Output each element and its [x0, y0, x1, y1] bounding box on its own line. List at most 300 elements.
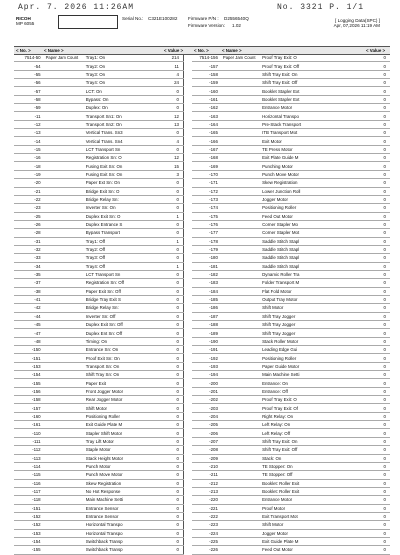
counter-number: -153 [14, 362, 45, 370]
counter-group [45, 95, 85, 103]
counter-number: -34 [14, 262, 45, 270]
counter-value: 13 [152, 120, 183, 128]
counter-number: -170 [192, 170, 222, 178]
table-row [14, 145, 184, 153]
counter-number: -166 [192, 137, 222, 145]
counter-group [222, 204, 261, 212]
counter-value: 214 [152, 54, 183, 62]
table-row [14, 487, 184, 495]
counter-number: -12 [14, 120, 45, 128]
table-row [192, 537, 390, 545]
counter-group [222, 229, 261, 237]
counter-name: Right Relay: On [261, 412, 360, 420]
counter-group [222, 496, 261, 504]
counter-value: 0 [152, 279, 183, 287]
counter-number: -191 [192, 346, 222, 354]
counter-value: 0 [152, 371, 183, 379]
counter-value: 0 [152, 220, 183, 228]
counter-name: Shift Motor [261, 304, 360, 312]
counter-number: -209 [192, 454, 222, 462]
counter-name: Front Jogger Motor [85, 387, 153, 395]
counter-group [222, 279, 261, 287]
counter-name: Transport Sn2: On [85, 120, 153, 128]
counter-name: Entrance: Off [261, 387, 360, 395]
table-row [192, 529, 390, 537]
counter-value: 0 [152, 254, 183, 262]
counter-number: -151 [14, 354, 45, 362]
table-row [14, 95, 184, 103]
counter-number: -155 [14, 379, 45, 387]
counter-number: -150 [14, 346, 45, 354]
counter-value: 0 [152, 529, 183, 537]
counter-name: Proof Motor [261, 504, 360, 512]
counter-group [222, 471, 261, 479]
counter-number: -171 [192, 179, 222, 187]
counter-group [45, 546, 85, 554]
counter-number: -182 [192, 270, 222, 278]
table-row [14, 220, 184, 228]
counter-group [45, 437, 85, 445]
counter-group [45, 429, 85, 437]
table-row [192, 504, 390, 512]
counter-value: 0 [152, 454, 183, 462]
table-row [14, 471, 184, 479]
counter-group [222, 354, 261, 362]
counter-name: Output Tray Motor [261, 295, 360, 303]
counter-group: Paper Jam Count [45, 54, 85, 62]
counter-value: 3 [152, 170, 183, 178]
counter-name: Bridge Tray Exit S [85, 295, 153, 303]
counter-group [45, 245, 85, 253]
counter-group [45, 529, 85, 537]
counter-name: TE Stopper: Off [261, 471, 360, 479]
counter-value: 0 [152, 429, 183, 437]
counter-name: Duplex Entrance S [85, 220, 153, 228]
counter-group [45, 321, 85, 329]
counter-value: 0 [152, 496, 183, 504]
table-row [192, 546, 390, 554]
counter-name: Duplex Exit Sn: Off [85, 321, 153, 329]
counter-number: -225 [192, 537, 222, 545]
counter-number: -116 [14, 479, 45, 487]
counter-value: 0 [360, 237, 390, 245]
counter-value: 0 [152, 471, 183, 479]
table-row [192, 337, 390, 345]
counter-number: -22 [14, 195, 45, 203]
table-row [192, 270, 390, 278]
counter-group [45, 70, 85, 78]
table-row [14, 371, 184, 379]
counter-group [222, 312, 261, 320]
serial-number: C321E100282 [148, 16, 178, 21]
counter-number: -160 [14, 412, 45, 420]
counter-number: -115 [14, 471, 45, 479]
counter-name: Tray Lift Motor [85, 437, 153, 445]
table-row [14, 179, 184, 187]
counter-name: Shift Tray Exit: Off [261, 446, 360, 454]
counter-group [45, 229, 85, 237]
counter-name: Positioning Roller [261, 204, 360, 212]
counter-name: Paper Guide Motor [261, 362, 360, 370]
table-row [14, 270, 184, 278]
table-row [192, 487, 390, 495]
counter-group [45, 487, 85, 495]
counter-name: Stack Height Motor [85, 454, 153, 462]
counter-group [45, 454, 85, 462]
counter-name: Registration Sn: Off [85, 279, 153, 287]
table-row [192, 212, 390, 220]
counter-name: Positioning Roller [261, 354, 360, 362]
counter-group [45, 346, 85, 354]
table-row [14, 104, 184, 112]
counter-number: -175 [192, 212, 222, 220]
counter-value: 0 [360, 429, 390, 437]
counter-name: Bridge Relay Sn: [85, 304, 153, 312]
counter-group [45, 312, 85, 320]
counter-group [222, 195, 261, 203]
counter-number: -176 [192, 220, 222, 228]
col-no-right: < No. > [194, 48, 209, 53]
counter-name: Inverter Sn: On [85, 204, 153, 212]
counter-value: 0 [152, 229, 183, 237]
counter-name: TE Press Motor [261, 145, 360, 153]
table-row [192, 54, 390, 62]
counter-name: Leading Edge Gui [261, 346, 360, 354]
table-row [14, 537, 184, 545]
counter-value: 1 [152, 212, 183, 220]
counter-name: Rear Jogger Motor [85, 396, 153, 404]
counter-group [45, 362, 85, 370]
table-row [14, 512, 184, 520]
counter-group [45, 237, 85, 245]
counter-value: 0 [360, 329, 390, 337]
table-row [192, 412, 390, 420]
counter-number: -207 [192, 437, 222, 445]
counter-number: -194 [192, 371, 222, 379]
counter-value: 0 [360, 79, 390, 87]
table-row [192, 187, 390, 195]
table-row [14, 229, 184, 237]
counter-number: -192 [192, 354, 222, 362]
table-row [192, 462, 390, 470]
counter-name: Vertical Trans. Sn3 [85, 129, 153, 137]
counter-number: -193 [192, 362, 222, 370]
counter-number: -54 [14, 62, 45, 70]
counter-group [45, 212, 85, 220]
counter-number: -165 [192, 129, 222, 137]
col-name-right: < Name > [222, 48, 242, 53]
table-row [14, 204, 184, 212]
table-row [192, 279, 390, 287]
counter-name: Dynamic Roller Tra [261, 270, 360, 278]
counter-number: -160 [192, 87, 222, 95]
counter-name: Stack Roller Motor [261, 337, 360, 345]
counter-group [45, 262, 85, 270]
table-row [192, 204, 390, 212]
counter-value: 11 [152, 62, 183, 70]
counter-name: Bridge Relay Sn: [85, 195, 153, 203]
table-row [192, 437, 390, 445]
counter-group [45, 279, 85, 287]
table-row [14, 304, 184, 312]
counter-value: 0 [360, 387, 390, 395]
counter-group [222, 95, 261, 103]
counter-group [45, 537, 85, 545]
counter-value: 0 [360, 396, 390, 404]
counter-group [222, 387, 261, 395]
counter-number: -45 [14, 321, 45, 329]
counter-value: 0 [152, 337, 183, 345]
counter-group [222, 87, 261, 95]
table-row [14, 504, 184, 512]
counter-number: -117 [14, 487, 45, 495]
counter-value: 0 [360, 162, 390, 170]
counter-group [45, 129, 85, 137]
counter-name: Vertical Trans. Sn4 [85, 137, 153, 145]
counter-name: LCT: On [85, 87, 153, 95]
counter-value: 0 [152, 304, 183, 312]
table-row [192, 170, 390, 178]
counter-value: 0 [152, 537, 183, 545]
counter-name: Horizontal Transpo [261, 112, 360, 120]
counter-value: 0 [360, 170, 390, 178]
counter-group [222, 454, 261, 462]
counter-group [45, 220, 85, 228]
table-row [192, 95, 390, 103]
counter-name: Registration Sn: O [85, 154, 153, 162]
counter-group [45, 170, 85, 178]
counter-number: -189 [192, 329, 222, 337]
counter-name: Entrance Sensor [85, 512, 153, 520]
counter-number: -111 [14, 437, 45, 445]
table-row [14, 546, 184, 554]
counter-value: 0 [360, 487, 390, 495]
counter-group [222, 212, 261, 220]
counter-group [45, 162, 85, 170]
counter-name: Stapler Shift Motor [85, 429, 153, 437]
table-row [14, 237, 184, 245]
table-row [14, 245, 184, 253]
counter-group [222, 362, 261, 370]
counter-group [222, 371, 261, 379]
counter-value: 0 [152, 287, 183, 295]
table-row [14, 87, 184, 95]
counter-value: 0 [360, 462, 390, 470]
counter-value: 0 [360, 195, 390, 203]
counter-group [222, 129, 261, 137]
counter-number: -26 [14, 220, 45, 228]
counter-name: Transport Sn1: On [85, 112, 153, 120]
table-row [192, 145, 390, 153]
counter-group [45, 145, 85, 153]
counter-value: 0 [360, 220, 390, 228]
table-row [192, 70, 390, 78]
counter-group [45, 496, 85, 504]
counter-number: -112 [14, 446, 45, 454]
report-header [14, 14, 390, 50]
counter-group [222, 145, 261, 153]
counter-group [45, 421, 85, 429]
table-row [192, 312, 390, 320]
table-row [192, 220, 390, 228]
counter-value: 0 [360, 404, 390, 412]
counter-value: 0 [360, 512, 390, 520]
counter-group [222, 412, 261, 420]
counter-name: Bypass: On [85, 95, 153, 103]
counter-group [45, 195, 85, 203]
counter-number: -19 [14, 170, 45, 178]
counter-number: -173 [192, 195, 222, 203]
counter-group [45, 379, 85, 387]
fax-header [10, 3, 390, 13]
table-row [14, 421, 184, 429]
counter-number: -200 [192, 379, 222, 387]
table-row [14, 362, 184, 370]
counter-number: -118 [14, 496, 45, 504]
counter-number: -55 [14, 70, 45, 78]
table-row [14, 379, 184, 387]
counter-name: Fusing Exit Sn: On [85, 162, 153, 170]
counter-number: -11 [14, 112, 45, 120]
table-row [14, 212, 184, 220]
firmware-version-label: Firmware Version: [188, 23, 226, 28]
counter-number: -187 [192, 312, 222, 320]
counter-group [45, 79, 85, 87]
counter-number: -213 [192, 487, 222, 495]
table-row [14, 529, 184, 537]
counter-value: 4 [152, 70, 183, 78]
counter-group [45, 512, 85, 520]
counter-name: Bridge Exit Sn: O [85, 187, 153, 195]
counter-group [222, 346, 261, 354]
counter-group [222, 512, 261, 520]
counter-value: 0 [360, 412, 390, 420]
table-row [14, 321, 184, 329]
counter-group [45, 295, 85, 303]
counter-value: 0 [360, 87, 390, 95]
counter-name: Shift Tray Exit: On [261, 437, 360, 445]
counter-name: Tray2: On [85, 62, 153, 70]
counter-name: Folder Transport M [261, 279, 360, 287]
counter-value: 0 [152, 546, 183, 554]
counter-group [222, 70, 261, 78]
table-row [14, 412, 184, 420]
counter-name: Duplex Exit Sn: O [85, 212, 153, 220]
counter-name: Corner Stapler Mo [261, 220, 360, 228]
counter-value: 0 [360, 229, 390, 237]
counter-name: Shift Motor [85, 404, 153, 412]
table-row [14, 429, 184, 437]
counter-number: -110 [14, 429, 45, 437]
counter-value: 0 [360, 529, 390, 537]
counter-number: -154 [14, 537, 45, 545]
counter-group [222, 437, 261, 445]
counter-value: 0 [152, 379, 183, 387]
counter-number: -57 [14, 87, 45, 95]
counter-number: -28 [14, 229, 45, 237]
table-row [14, 70, 184, 78]
counter-number: -177 [192, 229, 222, 237]
table-row [192, 346, 390, 354]
counter-number: -162 [192, 104, 222, 112]
counter-value: 0 [360, 354, 390, 362]
counter-number: -152 [14, 512, 45, 520]
counter-table-left [14, 54, 184, 555]
counter-name: Staple Motor [85, 446, 153, 454]
counter-name: Jogger Motor [261, 195, 360, 203]
counter-number: -180 [192, 254, 222, 262]
counter-name: Left Relay: Off [261, 429, 360, 437]
counter-group [222, 137, 261, 145]
counter-name: Tray1: On [85, 54, 153, 62]
counter-group [222, 429, 261, 437]
counter-number: -226 [192, 546, 222, 554]
counter-number: 7514-156 [192, 54, 222, 62]
counter-value: 0 [360, 346, 390, 354]
counter-group [45, 371, 85, 379]
table-row [192, 137, 390, 145]
counter-value: 0 [152, 512, 183, 520]
counter-number: -158 [192, 70, 222, 78]
counter-name: Main Machine Setti [85, 496, 153, 504]
table-row [14, 354, 184, 362]
counter-group [45, 137, 85, 145]
table-row [192, 329, 390, 337]
counter-name: Punch Move Motor [85, 471, 153, 479]
counter-group [45, 396, 85, 404]
counter-number: -18 [14, 162, 45, 170]
col-name-left: < Name > [44, 48, 64, 53]
counter-name: Positioning Roller [85, 412, 153, 420]
counter-number: -154 [14, 371, 45, 379]
counter-name: Switchback Transp [85, 537, 153, 545]
counter-group [222, 546, 261, 554]
table-row [192, 287, 390, 295]
counter-group [222, 254, 261, 262]
table-row [14, 137, 184, 145]
counter-name: Proof Tray Exit: Off [261, 62, 360, 70]
counter-group [222, 287, 261, 295]
fax-page-number: No. 3321 P. 1/1 [276, 3, 364, 12]
table-row [14, 287, 184, 295]
counter-number: -23 [14, 204, 45, 212]
counter-name: Entrance: On [261, 379, 360, 387]
counter-name: Duplex Ent Sn: Off [85, 329, 153, 337]
counter-number: -114 [14, 462, 45, 470]
counter-group [222, 162, 261, 170]
counter-group [222, 337, 261, 345]
counter-number: -41 [14, 295, 45, 303]
counter-value: 15 [152, 162, 183, 170]
counter-name: Entrance Sensor [85, 504, 153, 512]
counter-value: 12 [152, 154, 183, 162]
col-value-right: < Value > [366, 48, 386, 53]
counter-number: -13 [14, 129, 45, 137]
counter-number: -38 [14, 287, 45, 295]
counter-value: 0 [360, 312, 390, 320]
counter-number: -157 [192, 62, 222, 70]
counter-name: Saddle Stitch Stapl [261, 254, 360, 262]
counter-name: LCT Transport Sn [85, 270, 153, 278]
counter-name: Exit Guide Plate M [261, 537, 360, 545]
counter-group [222, 404, 261, 412]
counter-value: 0 [152, 312, 183, 320]
counter-number: -159 [192, 79, 222, 87]
counter-number: -31 [14, 237, 45, 245]
counter-number: -169 [192, 162, 222, 170]
counter-name: Punching Motor [261, 162, 360, 170]
table-row [14, 387, 184, 395]
